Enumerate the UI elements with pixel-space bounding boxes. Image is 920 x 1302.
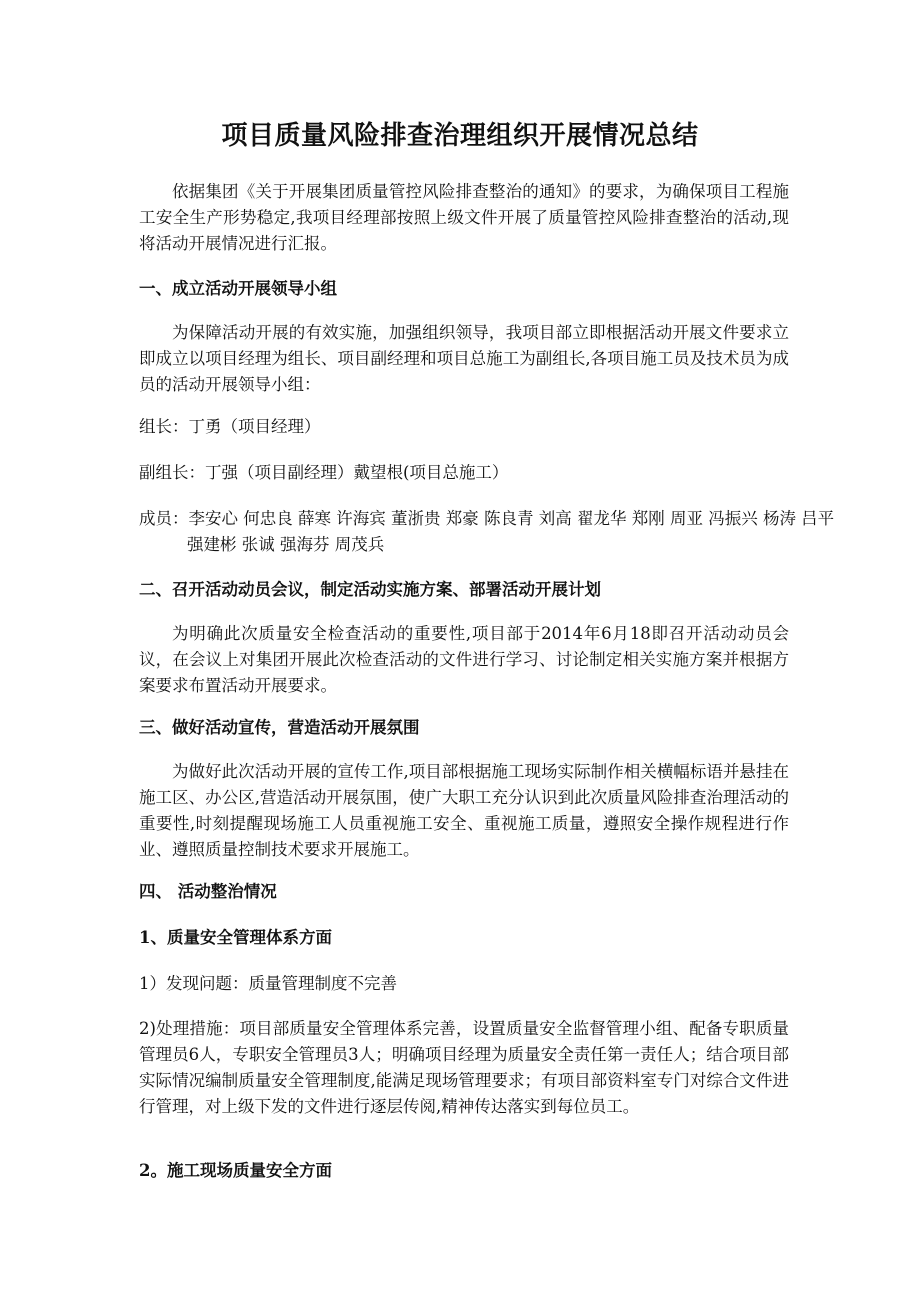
- section-1-body: 为保障活动开展的有效实施，加强组织领导，我项目部立即根据活动开展文件要求立即成立以项目经理为组长、项目副经理和项目总施工为副组长,各项目施工员及技术员为成员的活动开展领导小组：: [139, 323, 789, 394]
- section-2-heading: 二、召开活动动员会议，制定活动实施方案、部署活动开展计划: [139, 580, 601, 599]
- problem-line: 1）发现问题：质量管理制度不完善: [139, 974, 397, 993]
- leader-line: 组长：丁勇（项目经理）: [139, 417, 321, 436]
- section-3-heading: 三、做好活动宣传，营造活动开展氛围: [139, 718, 420, 737]
- section-4-heading: 四、 活动整治情况: [139, 882, 277, 901]
- members-line: 成员：李安心 何忠良 薛寒 许海宾 董浙贵 郑豪 陈良青 刘高 翟龙华 郑刚 周亚 冯振兴 杨涛 吕平 强建彬 张诚 强海芬 周茂兵: [139, 509, 835, 554]
- subsection-1-heading: 1、质量安全管理体系方面: [139, 928, 332, 947]
- document-title: 项目质量风险排查治理组织开展情况总结: [221, 121, 699, 151]
- measure-paragraph: 2)处理措施：项目部质量安全管理体系完善，设置质量安全监督管理小组、配备专职质量管理员6人，专职安全管理员3人；明确项目经理为质量安全责任第一责任人；结合项目部实际情况编制质量安全管理制度,能满足现场管理要求；有项目部资料室专门对综合文件进行管理，对上级下发的文件进行逐层传阅,精神传达落实到每位员工。: [139, 1019, 789, 1116]
- section-3-body: 为做好此次活动开展的宣传工作,项目部根据施工现场实际制作相关横幅标语并悬挂在施工区、办公区,营造活动开展氛围，使广大职工充分认识到此次质量风险排查治理活动的重要性,时刻提醒现场施工人员重视施工安全、重视施工质量，遵照安全操作规程进行作业、遵照质量控制技术要求开展施工。: [139, 762, 789, 859]
- subsection-2-heading: 2。施工现场质量安全方面: [139, 1161, 332, 1180]
- section-2-body: 为明确此次质量安全检查活动的重要性,项目部于2014年6月18即召开活动动员会议，在会议上对集团开展此次检查活动的文件进行学习、讨论制定相关实施方案并根据方案要求布置活动开展要求。: [139, 624, 789, 695]
- section-1-heading: 一、成立活动开展领导小组: [139, 279, 337, 298]
- intro-paragraph: 依据集团《关于开展集团质量管控风险排查整治的通知》的要求，为确保项目工程施工安全生产形势稳定,我项目经理部按照上级文件开展了质量管控风险排查整治的活动,现将活动开展情况进行汇报。: [139, 182, 789, 253]
- deputy-line: 副组长：丁强（项目副经理）戴望根(项目总施工）: [139, 463, 509, 482]
